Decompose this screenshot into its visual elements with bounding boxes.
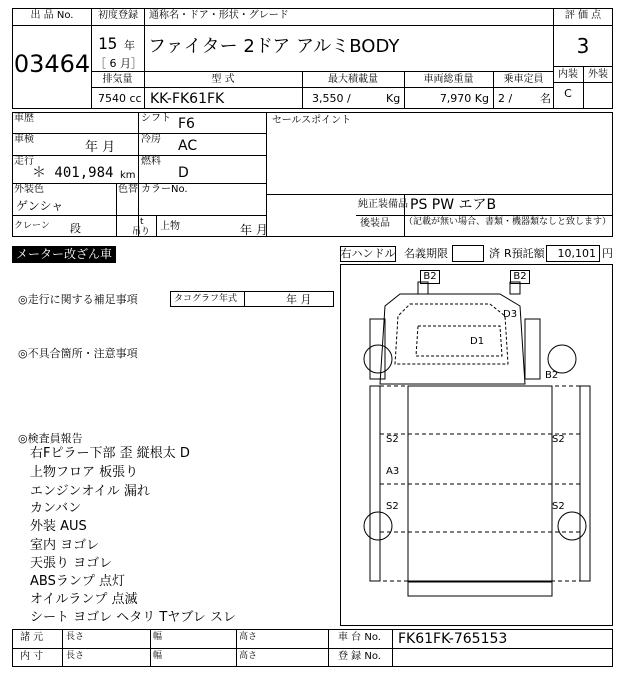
truck-diagram <box>340 264 613 626</box>
first-registration-month: ［ 6 月］ <box>95 57 142 70</box>
mileage-label: 走行 <box>14 156 34 167</box>
name-change-label: 名義期限 <box>404 247 448 260</box>
ac-value: AC <box>178 138 198 154</box>
max-load-value: 3,550 / <box>312 92 351 105</box>
dimensions-label: 諸 元 <box>20 632 44 643</box>
inspector-item: ABSランプ 点灯 <box>30 574 125 589</box>
interior-grade-value: C <box>564 87 572 100</box>
inspector-item: カンバン <box>30 501 82 516</box>
chassis-number: FK61FK-765153 <box>398 631 508 647</box>
length-label: 長さ <box>66 651 85 661</box>
meter-tamper-text: メーター改ざん車 <box>16 247 113 261</box>
damage-mark-text: S2 <box>552 501 565 512</box>
crane-ton: t <box>140 217 144 227</box>
height-label: 高さ <box>239 632 258 642</box>
upper-structure-label: 上物 <box>160 221 180 232</box>
lot-number: 03464 <box>13 50 91 78</box>
equipment-label: 純正装備品 <box>358 199 408 210</box>
width-label: 幅 <box>153 651 163 661</box>
height-label: 高さ <box>239 651 258 661</box>
max-load-unit: Kg <box>386 92 401 105</box>
shift-value: F6 <box>178 116 195 132</box>
capacity-label: 乗車定員 <box>503 74 544 85</box>
fuel-label: 燃料 <box>141 156 161 167</box>
inspector-item: 天張り ヨゴレ <box>30 556 113 571</box>
inspector-item: 上物フロア 板張り <box>30 465 139 480</box>
equipment-value: PS PW エアB <box>410 197 497 213</box>
inspection-value: 年 月 <box>85 140 116 155</box>
inspector-item: シート ヨゴレ ヘタリ Tヤブレ スレ <box>30 610 236 625</box>
history-label: 車歴 <box>14 113 34 124</box>
crane-label: クレーン <box>14 221 50 231</box>
inspector-report-label: ◎検査員報告 <box>18 432 83 445</box>
damage-mark-text: B2 <box>545 370 559 381</box>
crane-step: 段 <box>70 222 81 235</box>
registration-number-label: 登 録 No. <box>338 651 381 662</box>
right-hand-drive: 右ハンドル <box>340 247 396 260</box>
gross-weight-label: 車両総重量 <box>423 74 474 85</box>
first-registration-label: 初度登録 <box>98 10 138 21</box>
inspector-item: 室内 ヨゴレ <box>30 538 100 553</box>
defects-label: ◎不具合箇所・注意事項 <box>18 347 138 360</box>
damage-mark-text: B2 <box>513 271 527 282</box>
damage-mark-text: B2 <box>423 271 437 282</box>
damage-mark-text: D1 <box>470 336 485 347</box>
inspector-item: エンジンオイル 漏れ <box>30 484 150 499</box>
damage-mark-text: S2 <box>386 501 399 512</box>
driving-notes-label: ◎走行に関する補足事項 <box>18 293 138 306</box>
mileage-value: ＊ 401,984 <box>32 165 114 181</box>
color-code-label: カラーNo. <box>141 184 188 195</box>
year-unit: 年 <box>124 39 135 52</box>
crane-lift: 吊り <box>132 227 151 237</box>
tachograph-date: 年 月 <box>286 293 312 306</box>
mileage-unit: km <box>120 170 136 181</box>
sales-point-label: セールスポイント <box>272 115 352 126</box>
damage-mark-text: D3 <box>503 309 518 320</box>
name-change-box <box>452 245 484 262</box>
lot-number-label: 出 品 No. <box>30 10 74 21</box>
first-registration-year: 15 <box>98 34 118 53</box>
inspector-item: オイルランプ 点滅 <box>30 592 138 607</box>
capacity-value: 2 / <box>498 92 513 105</box>
fuel-value: D <box>178 165 189 181</box>
recycle-fee-unit: 円 <box>602 247 613 260</box>
inspection-label: 車検 <box>14 134 34 145</box>
chassis-number-label: 車 台 No. <box>338 632 381 643</box>
tachograph-label: タコグラフ年式 <box>174 294 238 304</box>
color-label: 外装色 <box>14 184 44 195</box>
inspector-item: 外装 AUS <box>30 519 87 534</box>
gross-weight-value: 7,970 Kg <box>439 92 489 105</box>
capacity-unit: 名 <box>540 92 551 105</box>
displacement-label: 排気量 <box>102 74 133 85</box>
ac-label: 冷房 <box>141 134 161 145</box>
width-label: 幅 <box>153 632 163 642</box>
interior-grade-label: 内装 <box>558 69 578 80</box>
damage-mark-text: A3 <box>386 466 400 477</box>
grade-label: 評 価 点 <box>564 10 602 21</box>
color-change-label: 色替 <box>118 184 138 195</box>
recycle-fee-label: R預託額 <box>504 247 545 260</box>
max-load-label: 最大積載量 <box>328 74 378 85</box>
shift-label: シフト <box>141 113 171 124</box>
model-type-label: 型 式 <box>211 74 235 85</box>
color-value: ゲンシャ <box>16 199 64 213</box>
aftermarket-note: （記載が無い場合、書類・機器類なしと致します） <box>404 217 612 227</box>
recycle-status: 済 <box>489 247 500 260</box>
grade-value: 3 <box>576 34 590 58</box>
inspector-item: 右Fピラー下部 歪 縦根太 D <box>30 446 190 461</box>
displacement-value: 7540 cc <box>98 92 142 105</box>
model-type-value: KK-FK61FK <box>150 91 225 107</box>
inner-dimensions-label: 内 寸 <box>20 651 44 662</box>
model-name-label: 通称名・ドア・形状・グレード <box>149 10 289 21</box>
exterior-grade-label: 外装 <box>588 69 608 80</box>
recycle-fee-value: 10,101 <box>557 247 596 260</box>
damage-mark-text: S2 <box>552 434 565 445</box>
length-label: 長さ <box>66 632 85 642</box>
aftermarket-label: 後装品 <box>360 218 390 229</box>
damage-mark-text: S2 <box>386 434 399 445</box>
model-name: ファイター 2ドア アルミBODY <box>148 36 400 57</box>
upper-structure-date: 年 月 <box>240 223 268 237</box>
